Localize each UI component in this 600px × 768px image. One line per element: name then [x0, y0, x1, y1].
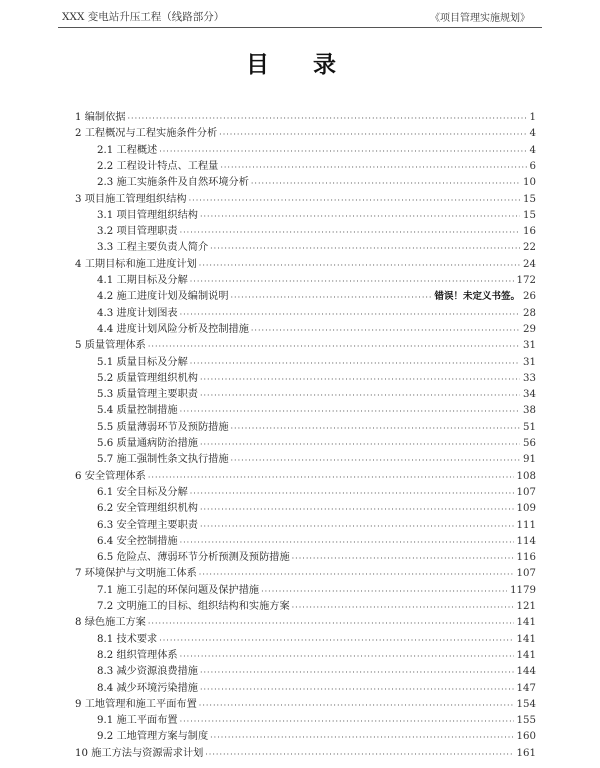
- toc-leader-dots: [231, 454, 521, 468]
- toc-leader-dots: [127, 112, 526, 126]
- toc-leader-dots: [205, 748, 513, 762]
- toc-page-number: 144: [516, 666, 536, 678]
- toc-leader-dots: [159, 145, 526, 159]
- toc-page-number: 33: [523, 372, 536, 384]
- toc-leader-dots: [251, 177, 520, 191]
- toc-entry-label: 8.2 组织管理体系: [97, 649, 178, 661]
- toc-page-number: 111: [516, 519, 536, 531]
- toc-leader-dots: [219, 128, 526, 142]
- toc-entry-label: 3.2 项目管理职责: [97, 226, 178, 238]
- toc-page-number: 56: [523, 438, 536, 449]
- toc-entry-label: 4.4 进度计划风险分析及控制措施: [97, 323, 249, 335]
- toc-leader-dots: [231, 291, 431, 305]
- toc-leader-dots: [199, 699, 514, 713]
- toc-section-entry[interactable]: [75, 746, 536, 762]
- toc-leader-dots: [190, 357, 520, 371]
- toc-section-entry[interactable]: [75, 566, 536, 582]
- toc-entry-label: 3.1 项目管理组织结构: [97, 209, 198, 221]
- toc-leader-dots: [180, 405, 520, 419]
- toc-subsection-entry[interactable]: [97, 159, 536, 175]
- toc-leader-dots: [189, 194, 520, 208]
- toc-leader-dots: [231, 422, 521, 436]
- toc-page-number: 38: [523, 405, 536, 417]
- toc-page-number: 29: [523, 323, 536, 335]
- toc-page-number: 31: [523, 340, 536, 352]
- toc-page-number: 31: [523, 356, 536, 368]
- toc-page-number: 141: [516, 649, 536, 661]
- toc-leader-dots: [200, 210, 520, 224]
- toc-entry-label: 5 质量管理体系: [75, 340, 146, 352]
- toc-page-number: 91: [523, 454, 536, 466]
- toc-page-number: 114: [516, 535, 536, 547]
- toc-page-number: 51: [523, 421, 536, 433]
- toc-page-number: 107: [516, 486, 536, 498]
- toc-leader-dots: [190, 487, 514, 501]
- toc-entry-label: 9 工地管理和施工平面布置: [75, 698, 197, 710]
- toc-leader-dots: [200, 503, 514, 517]
- toc-leader-dots: [292, 552, 514, 566]
- toc-subsection-entry[interactable]: [97, 681, 536, 697]
- toc-entry-label: 4.2 施工进度计划及编制说明: [97, 291, 229, 303]
- toc-subsection-entry[interactable]: [97, 355, 536, 371]
- toc-entry-label: 8 绿色施工方案: [75, 617, 146, 629]
- toc-subsection-entry[interactable]: [97, 583, 536, 599]
- toc-section-entry[interactable]: [75, 338, 536, 354]
- toc-section-entry[interactable]: [75, 615, 536, 631]
- toc-page-number: 154: [516, 698, 536, 710]
- toc-entry-label: 2.3 施工实施条件及自然环境分析: [97, 177, 249, 189]
- toc-entry-label: 5.7 施工强制性条文执行措施: [97, 454, 229, 466]
- toc-page-number: 26: [523, 291, 536, 303]
- toc-entry-label: 6.4 安全控制措施: [97, 535, 178, 547]
- toc-section-entry[interactable]: [75, 192, 536, 208]
- toc-leader-dots: [180, 308, 520, 322]
- toc-leader-dots: [200, 373, 520, 387]
- toc-leader-dots: [148, 617, 514, 631]
- toc-section-entry[interactable]: [75, 257, 536, 273]
- toc-entry-label: 5.1 质量目标及分解: [97, 356, 188, 368]
- toc-entry-label: 2.1 工程概述: [97, 144, 158, 156]
- toc-subsection-entry[interactable]: [97, 729, 536, 745]
- toc-subsection-entry[interactable]: [97, 289, 536, 305]
- toc-subsection-entry[interactable]: [97, 436, 536, 452]
- toc-entry-label: 2 工程概况与工程实施条件分析: [75, 128, 218, 140]
- toc-page-number: 10: [523, 177, 536, 189]
- toc-leader-dots: [251, 324, 520, 338]
- toc-page-number: 155: [516, 715, 536, 727]
- toc-page-number: 160: [516, 731, 536, 743]
- toc-leader-dots: [159, 634, 513, 648]
- toc-entry-label: 4.1 工期目标及分解: [97, 275, 188, 286]
- toc-leader-dots: [200, 389, 520, 403]
- toc-leader-dots: [200, 520, 514, 534]
- toc-page-number: 6: [529, 160, 536, 172]
- toc-leader-dots: [180, 715, 514, 729]
- toc-subsection-entry[interactable]: [97, 452, 536, 468]
- toc-page-number: 108: [516, 470, 536, 482]
- toc-page-number: 15: [523, 193, 536, 205]
- toc-entry-label: 5.2 质量管理组织机构: [97, 372, 198, 384]
- header-doc-subtitle: 《项目管理实施规划》: [430, 13, 530, 24]
- toc-entry-label: 3.3 工程主要负责人简介: [97, 242, 209, 254]
- toc-page-number: 1179: [510, 584, 536, 596]
- toc-page-number: 15: [523, 209, 536, 221]
- toc-subsection-entry[interactable]: [97, 240, 536, 256]
- page-title: 目 录: [245, 51, 354, 78]
- toc-entry-label: 6.2 安全管理组织机构: [97, 503, 198, 515]
- toc-subsection-entry[interactable]: [97, 713, 536, 729]
- toc-page-number: 1: [529, 112, 536, 123]
- toc-entry-label: 8.4 减少环境污染措施: [97, 682, 198, 694]
- toc-page-number: 34: [523, 389, 536, 401]
- toc-leader-dots: [210, 242, 520, 256]
- toc-entry-label: 1 编制依据: [75, 112, 126, 123]
- toc-leader-dots: [200, 666, 514, 680]
- toc-leader-dots: [220, 161, 526, 175]
- toc-page-number: 4: [529, 128, 536, 140]
- toc-section-entry[interactable]: [75, 697, 536, 713]
- toc-entry-label: 4 工期目标和施工进度计划: [75, 258, 197, 270]
- toc-leader-dots: [200, 683, 514, 697]
- toc-page-number: 172: [516, 275, 536, 286]
- toc-subsection-entry[interactable]: [97, 403, 536, 419]
- toc-page-number: 116: [516, 552, 536, 564]
- toc-leader-dots: [190, 275, 514, 289]
- toc-entry-label: 6.5 危险点、薄弱环节分析预测及预防措施: [97, 552, 290, 564]
- toc-entry-label: 5.5 质量薄弱环节及预防措施: [97, 421, 229, 433]
- toc-page-number: 107: [516, 568, 536, 580]
- toc-subsection-entry[interactable]: [97, 273, 536, 289]
- toc-subsection-entry[interactable]: [97, 664, 536, 680]
- toc-leader-dots: [180, 536, 514, 550]
- toc-leader-dots: [148, 471, 514, 485]
- toc-entry-label: 3 项目施工管理组织结构: [75, 193, 187, 205]
- toc-entry-label: 7 环境保护与文明施工体系: [75, 568, 197, 580]
- toc-page-number: 109: [516, 503, 536, 515]
- toc-section-entry[interactable]: [75, 126, 536, 142]
- toc-page-number: 147: [516, 682, 536, 694]
- toc-page-number: 121: [516, 601, 536, 612]
- header-doc-title: XXX 变电站升压工程（线路部分）: [62, 11, 225, 23]
- toc-entry-label: 10 施工方法与资源需求计划: [75, 747, 204, 759]
- toc-subsection-entry[interactable]: [97, 175, 536, 191]
- toc-subsection-entry[interactable]: [97, 518, 536, 534]
- toc-entry-label: 8.1 技术要求: [97, 633, 158, 645]
- toc-subsection-entry[interactable]: [97, 224, 536, 240]
- toc-subsection-entry[interactable]: [97, 306, 536, 322]
- toc-subsection-entry[interactable]: [97, 208, 536, 224]
- toc-leader-dots: [180, 650, 514, 664]
- toc-subsection-entry[interactable]: [97, 550, 536, 566]
- toc-entry-label: 6.3 安全管理主要职责: [97, 519, 198, 531]
- toc-section-entry[interactable]: [75, 469, 536, 485]
- toc-subsection-entry[interactable]: [97, 485, 536, 501]
- toc-page-number: 16: [523, 226, 536, 238]
- toc-subsection-entry[interactable]: [97, 143, 536, 159]
- toc-page-number: 4: [529, 144, 536, 156]
- toc-leader-dots: [148, 340, 520, 354]
- toc-entry-label: 7.1 施工引起的环保问题及保护措施: [97, 584, 260, 596]
- toc-subsection-entry[interactable]: [97, 322, 536, 338]
- toc-entry-label: 5.6 质量通病防治措施: [97, 438, 198, 449]
- toc-page-number: 28: [523, 307, 536, 319]
- toc-error-message: 错误！未定义书签。: [434, 291, 521, 303]
- toc-leader-dots: [210, 731, 513, 745]
- toc-subsection-entry[interactable]: [97, 371, 536, 387]
- toc-subsection-entry[interactable]: [97, 599, 536, 615]
- toc-subsection-entry[interactable]: [97, 387, 536, 403]
- toc-entry-label: 8.3 减少资源浪费措施: [97, 666, 198, 678]
- toc-entry-label: 6 安全管理体系: [75, 470, 146, 482]
- toc-leader-dots: [200, 438, 520, 452]
- header-rule: [58, 27, 542, 28]
- toc-subsection-entry[interactable]: [97, 632, 536, 648]
- toc-page-number: 141: [516, 633, 536, 645]
- toc-page-number: 141: [516, 617, 536, 629]
- toc-section-entry[interactable]: [75, 110, 536, 126]
- toc-subsection-entry[interactable]: [97, 501, 536, 517]
- toc-subsection-entry[interactable]: [97, 534, 536, 550]
- toc-page-number: 161: [516, 747, 536, 759]
- toc-entry-label: 5.4 质量控制措施: [97, 405, 178, 417]
- toc-leader-dots: [199, 568, 514, 582]
- toc-entry-label: 5.3 质量管理主要职责: [97, 389, 198, 401]
- toc-subsection-entry[interactable]: [97, 648, 536, 664]
- toc-leader-dots: [292, 601, 514, 615]
- toc-entry-label: 4.3 进度计划图表: [97, 307, 178, 319]
- toc-entry-label: 9.2 工地管理方案与制度: [97, 731, 209, 743]
- toc-page-number: 22: [523, 242, 536, 254]
- toc-leader-dots: [199, 259, 520, 273]
- toc-entry-label: 2.2 工程设计特点、工程量: [97, 160, 219, 172]
- toc-entry-label: 7.2 文明施工的目标、组织结构和实施方案: [97, 601, 290, 612]
- toc-entry-label: 9.1 施工平面布置: [97, 715, 178, 727]
- toc-entry-label: 6.1 安全目标及分解: [97, 486, 188, 498]
- toc-page-number: 24: [523, 258, 536, 270]
- toc-leader-dots: [180, 226, 520, 240]
- toc-leader-dots: [261, 585, 507, 599]
- toc-subsection-entry[interactable]: [97, 420, 536, 436]
